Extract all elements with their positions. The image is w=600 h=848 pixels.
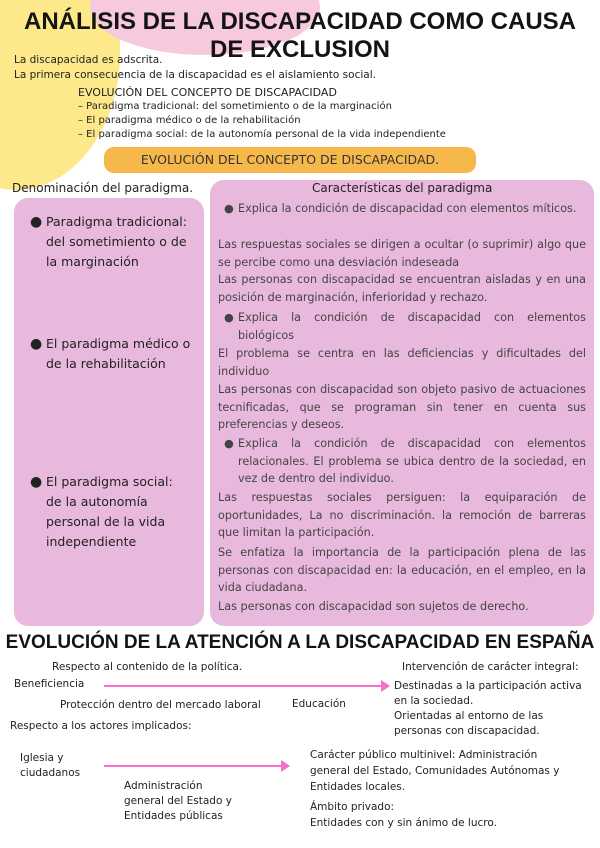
bullet-icon: ● bbox=[30, 474, 43, 490]
educacion-label: Educación bbox=[292, 698, 346, 710]
paradigm-name-header: Denominación del paradigma. bbox=[12, 181, 194, 195]
beneficiencia-label: Beneficiencia bbox=[14, 678, 85, 690]
intro-line-1: La discapacidad es adscrita. bbox=[14, 54, 163, 66]
characteristic-item: Las personas con discapacidad son sujetos de derecho. bbox=[218, 600, 529, 613]
characteristic-item: ● Explica la condición de discapacidad con elementos relacionales. El problema se ubica dentro de la sociedad, en vez de dentro del individuo. bbox=[224, 437, 586, 485]
title-line-2: DE EXCLUSION bbox=[209, 36, 391, 63]
paradigm-characteristics-header: Características del paradigma bbox=[312, 181, 493, 195]
characteristic-item: El problema se centra en las deficiencias y dificultades del individuo bbox=[218, 347, 586, 378]
characteristic-item: Las personas con discapacidad se encuentran aisladas y en una posición de marginación, inferioridad y rechazo. bbox=[218, 273, 586, 304]
characteristic-item: ● Explica la condición de discapacidad con elementos biológicos bbox=[224, 311, 586, 342]
evolution-list bbox=[78, 100, 446, 142]
actors-arrow bbox=[104, 765, 288, 767]
public-line: Carácter público multinivel: Administración bbox=[310, 749, 538, 761]
public-line: Entidades locales. bbox=[310, 781, 406, 793]
characteristic-item: Las respuestas sociales persiguen: la equiparación de oportunidades, La no discriminación. la remoción de barreras que limitan la participación. bbox=[218, 491, 586, 539]
paradigm-item-social bbox=[30, 472, 191, 552]
paradigm-item-label: El paradigma social: de la autonomía personal de la vida independiente bbox=[46, 474, 173, 549]
admin-line: general del Estado y bbox=[124, 795, 232, 807]
evolution-item: – Paradigma tradicional: del sometimiento o de la marginación bbox=[78, 101, 392, 112]
admin-line: Administración bbox=[124, 780, 203, 792]
private-label: Ámbito privado: bbox=[310, 801, 395, 813]
iglesia-line: ciudadanos bbox=[20, 767, 81, 779]
paradigm-item-label: El paradigma médico o de la rehabilitación bbox=[46, 336, 191, 371]
bullet-icon: ● bbox=[30, 214, 43, 230]
paradigm-item-label: Paradigma tradicional: del sometimiento o de la marginación bbox=[46, 214, 187, 269]
characteristic-item: ● Explica la condición de discapacidad con elementos míticos. bbox=[238, 200, 586, 218]
admin-line: Entidades públicas bbox=[124, 810, 223, 822]
bullet-icon: ● bbox=[30, 336, 43, 352]
integral-line: personas con discapacidad. bbox=[394, 725, 540, 737]
paradigm-item-medical bbox=[30, 334, 196, 374]
characteristic-item: Se enfatiza la importancia de la participación plena de las personas con discapacidad en: la educación, en el empleo, en la vida ciudadana. bbox=[218, 546, 586, 594]
title-line-1: ANÁLISIS DE LA DISCAPACIDAD COMO CAUSA bbox=[23, 8, 576, 35]
proteccion-label: Protección dentro del mercado laboral bbox=[60, 699, 261, 711]
evolution-item: – El paradigma social: de la autonomía personal de la vida independiente bbox=[78, 129, 446, 140]
paradigm-item-traditional bbox=[30, 212, 196, 272]
public-line: general del Estado, Comunidades Autónomas y bbox=[310, 765, 560, 777]
characteristic-item: Las personas con discapacidad son objeto pasivo de actuaciones tecnificadas, que se programan sin tener en cuenta sus preferencias y deseos. bbox=[218, 383, 586, 431]
integral-line: Destinadas a la participación activa bbox=[394, 680, 582, 692]
policy-content-label: Respecto al contenido de la política. bbox=[52, 661, 243, 673]
integral-line: en la sociedad. bbox=[394, 695, 474, 707]
policy-arrow bbox=[104, 685, 388, 687]
private-text: Entidades con y sin ánimo de lucro. bbox=[310, 817, 497, 829]
actors-label: Respecto a los actores implicados: bbox=[10, 720, 192, 732]
intro-line-2: La primera consecuencia de la discapacidad es el aislamiento social. bbox=[14, 69, 376, 81]
iglesia-line: Iglesia y bbox=[20, 752, 64, 764]
integral-label: Intervención de carácter integral: bbox=[402, 661, 579, 673]
evolution-item: – El paradigma médico o de la rehabilitación bbox=[78, 115, 301, 126]
bullet-icon: ● bbox=[224, 437, 234, 450]
concept-banner: EVOLUCIÓN DEL CONCEPTO DE DISCAPACIDAD. bbox=[104, 147, 476, 173]
characteristic-item: Las respuestas sociales se dirigen a ocultar (o suprimir) algo que se percibe como una desviación indeseada bbox=[218, 238, 586, 269]
bullet-icon: ● bbox=[224, 202, 234, 215]
evolution-heading: EVOLUCIÓN DEL CONCEPTO DE DISCAPACIDAD bbox=[78, 86, 337, 99]
bullet-icon: ● bbox=[224, 311, 234, 324]
spain-section-title: EVOLUCIÓN DE LA ATENCIÓN A LA DISCAPACIDAD EN ESPAÑA bbox=[5, 632, 595, 653]
integral-line: Orientadas al entorno de las bbox=[394, 710, 544, 722]
